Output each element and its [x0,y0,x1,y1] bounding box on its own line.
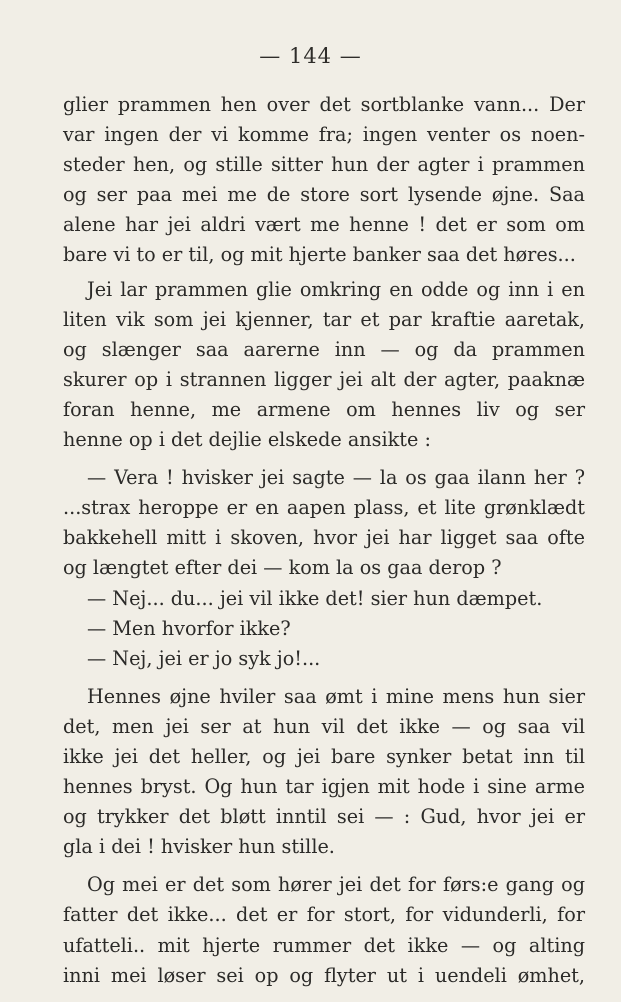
text-line: og slænger saa aarerne inn — og da prammen [63,337,585,361]
text-line: — Nej, jei er jo syk jo!... [87,646,321,670]
paragraph-1 [63,90,585,271]
text-line: foran henne, me armene om hennes liv og ser [63,397,585,421]
text-line: hennes bryst. Og hun tar igjen mit hode i sine arme [63,775,585,799]
text-line: Og mei er det som hører jei det for førs:e gang og [87,873,585,897]
text-line: og ser paa mei me de store sort lysende øjne. Saa [63,183,585,207]
text-line: var ingen der vi komme fra; ingen venter os noen- [63,123,585,147]
text-line: — Vera ! hvisker jei sagte — la os gaa ilann her ? [87,466,585,490]
text-line: Jei lar prammen glie omkring en odde og inn i en [87,277,585,301]
text-line: Hennes øjne hviler saa ømt i mine mens hun sier [87,684,585,708]
text-line: ikke jei det heller, og jei bare synker betat inn til [63,744,585,768]
text-line: gla i dei ! hvisker hun stille. [63,835,335,859]
text-line: og længtet efter dei — kom la os gaa derop ? [63,556,502,580]
text-line: og trykker det bløtt inntil sei — : Gud, hvor jei er [63,805,585,829]
text-line: inni mei løser sei op og flyter ut i uendeli ømhet, [63,963,585,987]
paragraph-2 [63,275,585,456]
text-line: alene har jei aldri vært me henne ! det er som om [63,213,585,237]
text-line: henne op i det dejlie elskede ansikte : [63,428,431,452]
text-line: ufatteli.. mit hjerte rummer det ikke — og alting [63,933,585,957]
text-line: — Nej... du... jei vil ikke det! sier hun dæmpet. [87,586,543,610]
page-number: — 144 — [259,44,362,68]
text-line: fatter det ikke... det er for stort, for vidunderli, for [63,903,585,927]
text-line: det, men jei ser at hun vil det ikke — og saa vil [63,714,585,738]
text-line: glier prammen hen over det sortblanke vann... Der [63,93,585,116]
text-line: steder hen, og stille sitter hun der agter i prammen [63,153,585,177]
text-line: skurer op i strannen ligger jei alt der agter, paaknæ [63,367,585,391]
text-line: — Men hvorfor ikke? [87,616,291,640]
text-line: ...strax heroppe er en aapen plass, et lite grønklædt [63,496,585,520]
text-line: bare vi to er til, og mit hjerte banker saa det høres... [63,243,576,267]
text-line: bakkehell mitt i skoven, hvor jei har ligget saa ofte [63,526,585,550]
body-text [63,90,585,991]
paragraph-5 [63,870,585,990]
paragraph-3 [63,463,585,674]
text-line: liten vik som jei kjenner, tar et par kraftie aaretak, [63,307,585,331]
paragraph-4 [63,682,585,863]
